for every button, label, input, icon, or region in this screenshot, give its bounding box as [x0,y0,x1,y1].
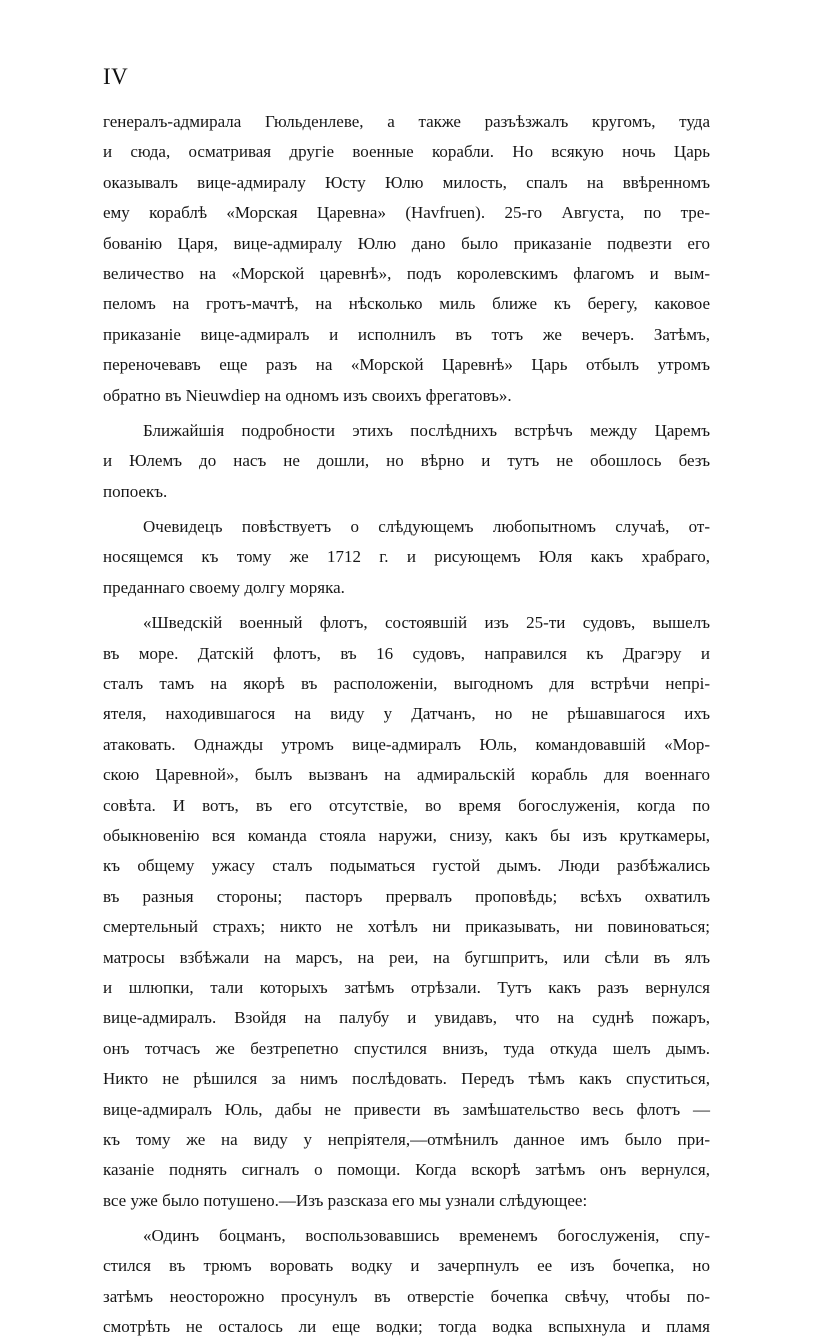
text-line: приказаніе вице-адмиралъ и исполнилъ въ тотъ же вечеръ. Затѣмъ, [103,324,710,344]
text-line: пеломъ на гротъ-мачтѣ, на нѣсколько миль ближе къ берегу, каковое [103,294,710,314]
paragraph [103,107,710,411]
text-line: совѣта. И вотъ, въ его отсутствіе, во время богослуженія, когда по [103,795,710,815]
text-line: смотрѣть не осталось ли еще водки; тогда водка вспыхнула и пламя [103,1317,710,1337]
text-line: вице-адмиралъ Юль, дабы не привести въ замѣшательство весь флотъ — [103,1099,710,1119]
text-line: все уже было потушено.—Изъ разсказа его мы узнали слѣдующее: [103,1190,588,1210]
text-line: Очевидецъ повѣствуетъ о слѣдующемъ любопытномъ случаѣ, от- [143,517,710,537]
text-line: къ тому же на виду у непріятеля,—отмѣнилъ данное имъ было при- [103,1129,710,1149]
text-line: онъ тотчасъ же безтрепетно спустился внизъ, туда откуда шелъ дымъ. [103,1038,710,1058]
text-line: обратно въ Nieuwdiep на одномъ изъ своихъ фрегатовъ». [103,385,512,405]
text-line: бованію Царя, вице-адмиралу Юлю дано было приказаніе подвезти его [103,233,710,253]
text-line: обыкновенію вся команда стояла наружи, снизу, какъ бы изъ круткамеры, [103,825,710,845]
text-line: казаніе поднять сигналъ о помощи. Когда вскорѣ затѣмъ онъ вернулся, [103,1160,710,1180]
page-number: IV [103,64,129,89]
text-line: стился въ трюмъ воровать водку и зачерпнулъ ее изъ бочепка, но [103,1256,710,1276]
text-line: къ общему ужасу сталъ подыматься густой дымъ. Люди разбѣжались [103,856,710,876]
text-line: и шлюпки, тали которыхъ затѣмъ отрѣзали. Тутъ какъ разъ вернулся [103,977,710,997]
text-line: Ближайшія подробности этихъ послѣднихъ встрѣчъ между Царемъ [143,420,710,440]
text-line: атаковать. Однажды утромъ вице-адмиралъ Юль, командовавшій «Мор- [103,734,710,754]
body-text [103,107,710,1343]
text-line: матросы взбѣжали на марсъ, на реи, на бугшпритъ, или сѣли въ ялъ [103,947,710,967]
text-line: затѣмъ неосторожно просунулъ въ отверстіе бочепка свѣчу, чтобы по- [103,1286,710,1306]
text-line: ятеля, находившагося на виду у Датчанъ, но не рѣшавшагося ихъ [103,704,710,724]
paragraph [103,1221,710,1343]
text-line: сталъ тамъ на якорѣ въ расположеніи, выгодномъ для встрѣчи непрі- [103,674,710,694]
text-line: оказывалъ вице-адмиралу Юсту Юлю милость, спалъ на ввѣренномъ [103,172,710,192]
paragraph [103,608,710,1216]
text-line: и Юлемъ до насъ не дошли, но вѣрно и тутъ не обошлось безъ [103,451,710,471]
text-line: вице-адмиралъ. Взойдя на палубу и увидавъ, что на суднѣ пожаръ, [103,1008,710,1028]
text-line: переночевавъ еще разъ на «Морской Царевнѣ» Царь отбылъ утромъ [103,355,710,375]
text-line: попоекъ. [103,481,168,501]
text-line: «Шведскій военный флотъ, состоявшій изъ 25-ти судовъ, вышелъ [143,613,710,633]
text-line: скою Царевной», былъ вызванъ на адмиральскій корабль для военнаго [103,765,710,785]
text-line: въ море. Датскій флотъ, въ 16 судовъ, направился къ Драгэру и [103,643,710,663]
text-line: ему кораблѣ «Морская Царевна» (Havfruen). 25-го Августа, по тре- [103,203,710,223]
text-line: носящемся къ тому же 1712 г. и рисующемъ Юля какъ храбраго, [103,547,710,567]
text-line: «Одинъ боцманъ, воспользовавшись временемъ богослуженія, спу- [143,1226,710,1246]
text-line: въ разныя стороны; пасторъ прервалъ проповѣдь; всѣхъ охватилъ [103,886,710,906]
paragraph [103,512,710,603]
text-line: и сюда, осматривая другіе военные корабли. Но всякую ночь Царь [103,142,710,162]
text-line: преданнаго своему долгу моряка. [103,577,345,597]
text-line: величество на «Морской царевнѣ», подъ королевскимъ флагомъ и вым- [103,263,710,283]
paragraph [103,416,710,507]
text-line: Никто не рѣшился за нимъ послѣдовать. Передъ тѣмъ какъ спуститься, [103,1069,710,1089]
text-line: генералъ-адмирала Гюльденлеве, а также разъѣзжалъ кругомъ, туда [103,112,710,131]
text-line: смертельный страхъ; никто не хотѣлъ ни приказывать, ни повиноваться; [103,917,710,937]
